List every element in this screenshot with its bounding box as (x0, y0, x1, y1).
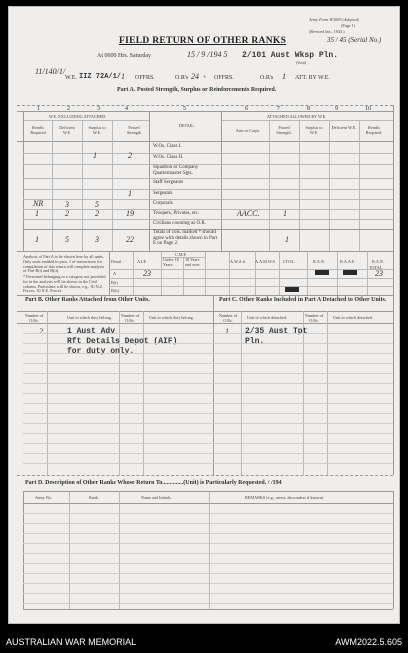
detail-civilians: Civilians counting as O.R. (153, 221, 206, 226)
analysis-footnote: * Personnel belonging to a category not provided for in the analysis will be shown in the Civil column. Particulars will be shown, e.g., 30 N.Z. Forces, 10 N.E. Forces. (23, 274, 106, 294)
ruled-line (23, 523, 393, 524)
cpl-reinf: NR (33, 199, 44, 208)
col-number-8: 8 (307, 106, 310, 112)
ruled-line (23, 583, 393, 584)
ruled-line (23, 573, 393, 574)
attached-value: 1 (282, 72, 286, 81)
analysis-aif-value: 23 (143, 269, 151, 278)
offrs-value: 1 (121, 72, 125, 81)
analysis-col-total: TOTAL. (369, 265, 384, 270)
ruled-line (23, 433, 393, 434)
part-b-line-1: 1 Aust Adv (67, 327, 116, 336)
footer-institution: AUSTRALIAN WAR MEMORIAL (6, 637, 137, 647)
ruled-line (23, 403, 393, 404)
part-b-number-value: 2 (39, 327, 43, 336)
col-number-2: 2 (67, 106, 70, 112)
plus-sign: + (203, 75, 207, 81)
part-b-header-unit-2: Unit to which they belong. (149, 315, 194, 320)
offrs2-label: OFFRS. (214, 75, 234, 81)
tpr-surplus: 2 (95, 209, 99, 218)
analysis-col-ran: R.A.N. (313, 259, 325, 264)
col-number-4: 4 (125, 106, 128, 112)
detail-wo-class-1: W.Os. Class I. (153, 144, 182, 149)
offrs-label: OFFRS. (135, 75, 155, 81)
page-number: (Page 1) (341, 23, 356, 28)
header-att-posted: Posted Strength. (276, 125, 292, 135)
analysis-row-bi: B(i) (111, 280, 118, 285)
we-number: IIZ 72A/1/ (79, 73, 122, 81)
form-title: FIELD RETURN OF OTHER RANKS (119, 36, 287, 46)
part-a-title: Part A. Posted Strength, Surplus or Reinforcements Required. (117, 87, 277, 93)
part-c-header-unit-2: Unit to which detached. (333, 315, 374, 320)
part-c-header-number-2: Number of O.Rs. (304, 313, 324, 323)
col-number-7: 7 (277, 106, 280, 112)
col-number-5: 5 (183, 106, 186, 112)
ruled-line (23, 603, 393, 604)
attached-posted: 1 (283, 209, 287, 218)
analysis-instructions: Analysis of Part A to be shown here by all units. Only units entitled to para. 1 of instructions for compilation of this return will complete analysis of Part B(i) and B(ii). (23, 254, 105, 274)
ruled-line (23, 553, 393, 554)
total-deficient: 5 (65, 235, 69, 244)
ruled-line (23, 413, 393, 414)
part-c-line-2: Pln. (245, 337, 265, 346)
col-number-3: 3 (97, 106, 100, 112)
group-header-excluding: W.E. EXCLUDING ATTACHED. (49, 114, 107, 119)
col-number-10: 10 (365, 106, 371, 112)
detail-staff-sergeants: Staff Sergeants (153, 180, 184, 185)
ruled-line (23, 333, 393, 334)
analysis-col-under18: Under 18 Years. (163, 257, 179, 267)
or-value: 24 (191, 72, 199, 81)
part-d-header-name: Name and Initials. (141, 495, 172, 500)
analysis-col-awas: A.W.A.S. (230, 259, 247, 264)
part-b-line-2: Rft Details Depot (AIF) (67, 337, 178, 346)
ruled-line (23, 443, 393, 444)
footer-accession-number: AWM2022.5.605 (335, 637, 402, 647)
col-number-1: 1 (37, 106, 40, 112)
part-c-header-number: Number of O.Rs. (218, 313, 238, 323)
unit-label: (Unit) (296, 60, 307, 65)
total-surplus: 3 (95, 235, 99, 244)
revised-date: (Revised Jan., 1943.) (309, 29, 345, 34)
part-b-title: Part B. Other Ranks Attached from Other Units. (25, 297, 150, 303)
serial-number: 35 / 45 (Serial No.) (327, 36, 382, 44)
part-b-header-number: Number of O.Rs. (24, 313, 44, 323)
total-attached: 1 (285, 235, 289, 244)
part-c-header-unit: Unit to which detached. (247, 315, 288, 320)
we-reference-handwritten: 11/140/1/ (35, 67, 66, 76)
header-reinfts-required: Reinfts Required (30, 125, 46, 135)
col-number-6: 6 (245, 106, 248, 112)
col-number-9: 9 (335, 106, 338, 112)
or2-label: O.R's (260, 75, 274, 81)
wo2-surplus: 1 (93, 151, 97, 160)
detail-header: DETAIL. (179, 123, 195, 128)
total-posted: 22 (126, 235, 134, 244)
ruled-line (23, 453, 393, 454)
part-d-title: Part D. Description of Other Ranks Whose Return To..............(Unit) is Particularly Requested. / /194 (25, 480, 282, 486)
ruled-line (23, 533, 393, 534)
part-d-header-rank: Rank. (89, 495, 99, 500)
cpl-surplus: 5 (95, 200, 99, 209)
header-arm-corps: Arm or Corps. (235, 128, 261, 133)
analysis-col-aamws: A.A.M.W.S. (255, 259, 276, 264)
total-reinf: 1 (35, 235, 39, 244)
part-b-header-number-2: Number of O.Rs. (120, 313, 140, 323)
return-date: 15 / 9 /194 5 (187, 50, 228, 59)
ruled-line (23, 463, 393, 464)
ruled-line (23, 393, 393, 394)
detail-sqn-qm-sgts: Squadron or Company Quartermaster Sgts. (153, 165, 199, 176)
footer-bar (0, 632, 408, 653)
analysis-col-ran2: R.A.N. (372, 259, 384, 264)
analysis-total-value: 23 (375, 269, 383, 278)
form-sheet (8, 6, 400, 624)
ruled-line (23, 353, 393, 354)
ruled-line (23, 593, 393, 594)
ruled-line (23, 363, 393, 364)
analysis-row-bii: B(ii) (111, 288, 119, 293)
ruled-line (23, 343, 393, 344)
part-c-line-1: 2/35 Aust Tpt (245, 327, 308, 336)
part-c-number-value: 1 (225, 327, 229, 336)
sgt-posted: 1 (128, 189, 132, 198)
analysis-col-aif: A.I.F. (137, 259, 147, 264)
or-label: O.R's (175, 75, 189, 81)
part-b-header-unit: Unit to which they belong. (67, 315, 112, 320)
part-c-title: Part C. Other Ranks Included in Part A Detached to Other Units. (219, 297, 387, 303)
header-att-reinfts: Reinfts Required. (365, 125, 383, 135)
att-label: ATT. BY W.E. (295, 75, 330, 81)
header-posted-strength: Posted Strength (126, 125, 142, 135)
tpr-reinf: 1 (35, 209, 39, 218)
attached-arm-corps: AACC. (237, 209, 260, 218)
cpl-deficient: 3 (65, 200, 69, 209)
detail-corporals: Corporals (153, 201, 173, 206)
part-b-line-3: for duty only. (67, 347, 135, 356)
analysis-col-raaf: R.A.A.F. (340, 259, 356, 264)
tpr-deficient: 2 (65, 209, 69, 218)
struck-ran-cell (315, 270, 329, 275)
part-d-header-remarks: REMARKS (e.g., arrest, absconders if known). (245, 495, 325, 500)
ruled-line (23, 543, 393, 544)
part-d-header-army-no: Army No. (35, 495, 52, 500)
header-surplus: Surplus to W.E. (88, 125, 106, 135)
group-header-attached: ATTACHED ALLOWED BY W.E. (267, 114, 327, 119)
ruled-line (23, 383, 393, 384)
analysis-col-18over: 18 Years and over. (185, 257, 201, 267)
detail-totals-note: Totals of cols. marked * should agree with details shown in Part E on Page 2. (153, 230, 218, 246)
header-deficient: Deficient W.E. (59, 125, 75, 135)
ruled-line (23, 513, 393, 514)
struck-civil-cell (285, 287, 299, 292)
ruled-line (23, 423, 393, 424)
analysis-row-a: A (113, 271, 117, 276)
header-att-deficient: Deficient W.E. (331, 125, 357, 130)
ruled-line (23, 373, 393, 374)
struck-raaf-cell (343, 270, 357, 275)
tpr-posted: 19 (126, 209, 134, 218)
we-label: W.E. (65, 75, 77, 81)
wo2-posted: 2 (128, 151, 132, 160)
analysis-col-detail: Detail (111, 259, 122, 264)
at-time-line: At 0600 Hrs. Saturday (97, 53, 151, 59)
unit-name: 2/101 Aust Wksp Pln. (242, 51, 339, 60)
analysis-col-civil: CIVIL. (283, 259, 296, 264)
army-form-number: Army Form W3009 (Adapted) (309, 17, 360, 22)
detail-sergeants: Sergeants (153, 191, 173, 196)
analysis-col-cmf: C.M.F. (175, 252, 187, 257)
detail-wo-class-2: W.Os. Class II. (153, 155, 184, 160)
header-att-surplus: Surplus to W.E. (305, 125, 323, 135)
ruled-line (23, 563, 393, 564)
detail-troopers: Troopers, Privates, etc. (153, 211, 200, 216)
